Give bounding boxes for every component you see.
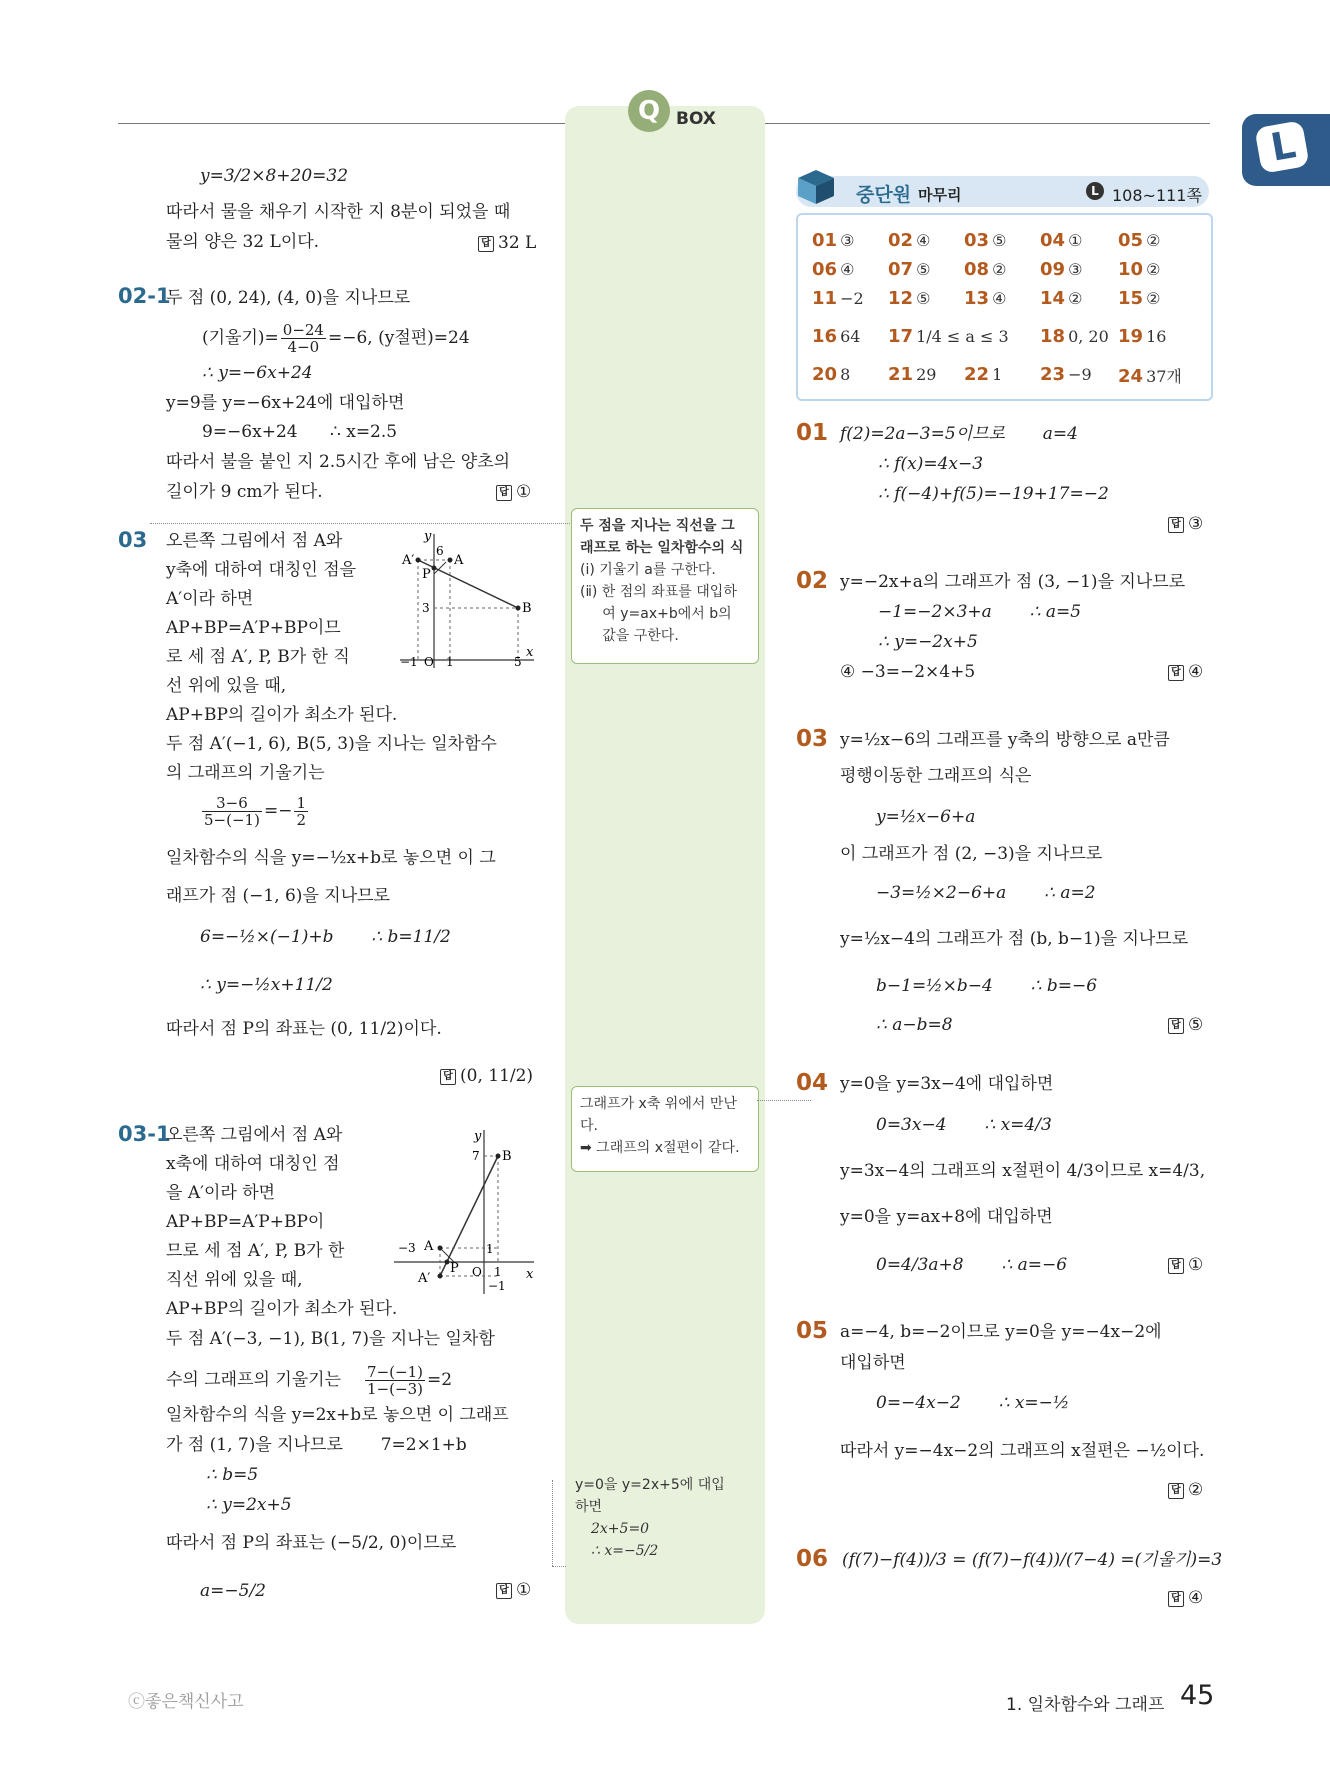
review-answer-value: ② xyxy=(1146,260,1161,279)
review-answer-number: 14 xyxy=(1040,288,1066,309)
answer-value: (0, 11/2) xyxy=(460,1066,534,1086)
point-p xyxy=(432,566,437,571)
answer-value: ② xyxy=(1188,1480,1204,1500)
denominator: 4−0 xyxy=(287,338,320,356)
text-line: ∴ y=−2x+5 xyxy=(878,632,978,652)
callout-text: ➡ 그래프의 x절편이 같다. xyxy=(580,1140,740,1156)
point-label: B xyxy=(522,601,532,616)
text-line: AP+BP의 길이가 최소가 된다. xyxy=(166,705,398,725)
answer-icon: 답 xyxy=(1168,1018,1184,1034)
origin-label: O xyxy=(472,1265,482,1279)
note-text: y=0을 y=2x+5에 대입 xyxy=(575,1477,725,1493)
review-answer-17 xyxy=(888,326,1009,347)
review-answer-number: 13 xyxy=(964,288,990,309)
review-answer-value: −2 xyxy=(840,289,864,308)
review-answer-value: ④ xyxy=(992,289,1007,308)
problem-number: 04 xyxy=(796,1070,829,1096)
text-line: 일차함수의 식을 y=−½x+b로 놓으면 이 그 xyxy=(166,848,496,868)
q-box-logo: Q xyxy=(628,90,670,132)
review-answer-value: ⑤ xyxy=(916,260,931,279)
answer-icon: 답 xyxy=(1168,1591,1184,1607)
text-segment: =− xyxy=(263,801,293,821)
text-line: y=½x−4의 그래프가 점 (b, b−1)을 지나므로 xyxy=(840,929,1189,949)
point-a xyxy=(438,1246,443,1251)
answer-icon: 답 xyxy=(1168,1483,1184,1499)
answer-icon: 답 xyxy=(1168,1258,1184,1274)
text-line: 선 위에 있을 때, xyxy=(166,676,287,696)
text-segment: =2 xyxy=(426,1370,453,1390)
q-box-column xyxy=(565,106,765,1624)
chapter-tab-letter: L xyxy=(1267,122,1299,170)
review-answer-09 xyxy=(1040,259,1082,280)
tick-label: −3 xyxy=(398,1241,416,1255)
problem-number: 05 xyxy=(796,1318,829,1344)
leader-line xyxy=(150,523,572,524)
review-answer-number: 11 xyxy=(812,288,838,309)
text-line: y=3x−4의 그래프의 x절편이 4/3이므로 x=4/3, xyxy=(840,1161,1206,1181)
text-line xyxy=(202,322,470,355)
review-answer-22 xyxy=(964,364,1002,385)
text-line: (f(7)−f(4))/3 = (f(7)−f(4))/(7−4) =(기울기)=3 xyxy=(842,1550,1223,1570)
review-answer-18 xyxy=(1040,326,1109,347)
text-line: 두 점 A′(−3, −1), B(1, 7)을 지나는 일차함 xyxy=(166,1329,495,1349)
point-a-prime xyxy=(416,558,421,563)
fraction xyxy=(365,1364,425,1397)
review-answer-value: ④ xyxy=(840,260,855,279)
answer-mark xyxy=(478,233,536,253)
review-answer-number: 05 xyxy=(1118,230,1144,251)
page-number: 45 xyxy=(1180,1680,1215,1711)
review-answer-number: 02 xyxy=(888,230,914,251)
leader-line xyxy=(757,1100,811,1101)
review-answer-03 xyxy=(964,230,1006,251)
text-line: 의 그래프의 기울기는 xyxy=(166,763,325,783)
tick-label: 7 xyxy=(472,1149,480,1163)
answer-mark xyxy=(440,1066,533,1086)
review-answer-number: 07 xyxy=(888,259,914,280)
answer-mark xyxy=(496,482,531,502)
graph-problem-03 xyxy=(398,528,538,670)
review-answer-02 xyxy=(888,230,930,251)
text-line: 0=−4x−2 ∴ x=−½ xyxy=(876,1393,1070,1413)
text-line: 두 점 A′(−1, 6), B(5, 3)을 지나는 일차함수 xyxy=(166,734,497,754)
note-text: ∴ x=−5/2 xyxy=(591,1543,659,1559)
text-line: a=−5/2 xyxy=(200,1581,266,1601)
text-line: y=½x−6+a xyxy=(876,807,976,827)
text-line: y=½x−6의 그래프를 y축의 방향으로 a만큼 xyxy=(840,730,1170,750)
fraction xyxy=(294,795,308,828)
text-line: 물의 양은 32 L이다. xyxy=(166,232,320,252)
text-line: 두 점 (0, 24), (4, 0)을 지나므로 xyxy=(166,288,411,308)
review-answer-number: 17 xyxy=(888,326,914,347)
answer-icon: 답 xyxy=(1168,665,1184,681)
review-answer-06 xyxy=(812,259,854,280)
review-answer-10 xyxy=(1118,259,1160,280)
answer-value: ④ xyxy=(1188,662,1204,682)
graph-problem-03-1 xyxy=(394,1126,538,1298)
review-answer-number: 01 xyxy=(812,230,838,251)
tick-label: 1 xyxy=(446,655,454,669)
text-line xyxy=(166,1364,452,1397)
answer-mark xyxy=(1168,662,1203,682)
text-line: x축에 대하여 대칭인 점 xyxy=(166,1154,340,1174)
review-answer-number: 21 xyxy=(888,364,914,385)
answer-icon: 답 xyxy=(440,1069,456,1085)
review-answer-value: 1 xyxy=(992,365,1003,384)
text-line: ∴ y=−6x+24 xyxy=(202,363,313,383)
text-line: y=0을 y=ax+8에 대입하면 xyxy=(840,1207,1053,1227)
review-answer-04 xyxy=(1040,230,1082,251)
text-line: f(2)=2a−3=5이므로 a=4 xyxy=(840,424,1078,444)
text-line: 가 점 (1, 7)을 지나므로 7=2×1+b xyxy=(166,1435,467,1455)
point-label: A xyxy=(454,553,464,568)
review-subtitle: 마무리 xyxy=(918,186,962,204)
review-answer-08 xyxy=(964,259,1006,280)
review-answer-value: ④ xyxy=(916,231,931,250)
text-line: 0=3x−4 ∴ x=4/3 xyxy=(876,1115,1052,1135)
review-answer-12 xyxy=(888,288,930,309)
callout-text: 두 점을 지나는 직선을 그 xyxy=(580,518,735,534)
review-answer-number: 19 xyxy=(1118,326,1144,347)
callout-text: 여 y=ax+b에서 b의 xyxy=(580,606,732,622)
review-answer-number: 08 xyxy=(964,259,990,280)
text-line: 따라서 점 P의 좌표는 (−5/2, 0)이므로 xyxy=(166,1533,457,1553)
problem-number: 02 xyxy=(796,568,829,594)
answer-value: ① xyxy=(516,482,532,502)
point-label: B xyxy=(502,1149,512,1164)
denominator: 1−(−3) xyxy=(367,1380,423,1398)
review-answer-05 xyxy=(1118,230,1160,251)
review-answer-number: 24 xyxy=(1118,366,1144,387)
tick-label: −1 xyxy=(400,655,418,669)
header-rule-left xyxy=(118,123,566,124)
review-answer-number: 10 xyxy=(1118,259,1144,280)
answer-value: 32 L xyxy=(498,233,537,253)
review-answer-value: ② xyxy=(1146,289,1161,308)
review-answer-16 xyxy=(812,326,860,347)
review-answer-14 xyxy=(1040,288,1082,309)
review-answer-value: ⑤ xyxy=(992,231,1007,250)
tick-label: 3 xyxy=(422,601,430,615)
text-line: 로 세 점 A′, P, B가 한 직 xyxy=(166,647,350,667)
header-rule-right xyxy=(764,123,1210,124)
review-answer-20 xyxy=(812,364,850,385)
text-line: ∴ a−b=8 xyxy=(876,1015,953,1035)
numerator: 0−24 xyxy=(282,321,324,339)
review-answer-value: −9 xyxy=(1068,365,1092,384)
review-answer-number: 06 xyxy=(812,259,838,280)
text-line: 래프가 점 (−1, 6)을 지나므로 xyxy=(166,886,390,906)
note-text: 하면 xyxy=(575,1499,603,1515)
tick-label: 5 xyxy=(514,655,522,669)
problem-number: 06 xyxy=(796,1546,829,1572)
chapter-title: 1. 일차함수와 그래프 xyxy=(1006,1695,1165,1715)
text-line: ∴ y=−½x+11/2 xyxy=(200,975,333,995)
callout-text: 그래프가 x축 위에서 만난 xyxy=(580,1096,737,1112)
point-p xyxy=(445,1260,450,1265)
callout-text: (ⅱ) 한 점의 좌표를 대입하 xyxy=(580,584,737,600)
page-ref: 108~111쪽 xyxy=(1112,186,1202,205)
point-label: A′ xyxy=(418,1271,431,1286)
point-label: P xyxy=(422,567,431,582)
review-answer-value: 1/4 ≤ a ≤ 3 xyxy=(916,327,1009,346)
review-answer-number: 18 xyxy=(1040,326,1066,347)
fraction xyxy=(202,795,262,828)
review-answer-value: 0, 20 xyxy=(1068,327,1109,346)
text-line: y=0을 y=3x−4에 대입하면 xyxy=(840,1074,1054,1094)
note-text: 2x+5=0 xyxy=(591,1521,650,1537)
text-line: b−1=½×b−4 ∴ b=−6 xyxy=(876,976,1098,996)
answer-icon: 답 xyxy=(478,236,494,252)
origin-label: O xyxy=(424,655,434,669)
review-answer-number: 09 xyxy=(1040,259,1066,280)
text-line: 오른쪽 그림에서 점 A와 xyxy=(166,1125,343,1145)
text-line: 이 그래프가 점 (2, −3)을 지나므로 xyxy=(840,844,1103,864)
answer-value: ① xyxy=(516,1580,532,1600)
callout-text: 래프로 하는 일차함수의 식 xyxy=(580,540,744,556)
review-answer-number: 03 xyxy=(964,230,990,251)
text-line: ∴ f(−4)+f(5)=−19+17=−2 xyxy=(878,484,1109,504)
review-answer-24 xyxy=(1118,364,1182,387)
review-answer-value: ② xyxy=(1146,231,1161,250)
text-line: y=3/2×8+20=32 xyxy=(200,166,349,186)
numerator: 1 xyxy=(296,794,306,812)
text-line: 따라서 물을 채우기 시작한 지 8분이 되었을 때 xyxy=(166,202,511,222)
answer-mark xyxy=(1168,1255,1203,1275)
callout-text: (ⅰ) 기울기 a를 구한다. xyxy=(580,562,716,578)
numerator: 3−6 xyxy=(202,795,262,812)
callout-text: 다. xyxy=(580,1118,598,1134)
tick-label: 6 xyxy=(436,544,444,558)
review-answer-value: ① xyxy=(1068,231,1083,250)
tick-label: −1 xyxy=(488,1279,506,1293)
text-segment: =−6, (y절편)=24 xyxy=(327,328,470,348)
text-line: 을 A′이라 하면 xyxy=(166,1183,276,1203)
review-answer-number: 16 xyxy=(812,326,838,347)
problem-number: 01 xyxy=(796,420,829,446)
answer-mark xyxy=(496,1580,531,1600)
review-answer-11 xyxy=(812,288,864,309)
text-line xyxy=(200,795,310,828)
review-answer-value: 16 xyxy=(1146,327,1167,346)
review-answer-13 xyxy=(964,288,1006,309)
page-ref-icon: L xyxy=(1086,182,1104,200)
review-answer-number: 12 xyxy=(888,288,914,309)
text-segment: (기울기)= xyxy=(202,328,279,348)
text-line: ∴ f(x)=4x−3 xyxy=(878,454,984,474)
tick-label: 1 xyxy=(486,1242,494,1256)
denominator: 2 xyxy=(296,811,306,829)
segment-a2-b xyxy=(440,1156,498,1276)
review-answer-15 xyxy=(1118,288,1160,309)
point-label: A′ xyxy=(402,553,415,568)
text-line: y축에 대하여 대칭인 점을 xyxy=(166,560,357,580)
text-line: 0=4/3a+8 ∴ a=−6 xyxy=(876,1255,1068,1275)
axis-label-x: x xyxy=(526,645,534,660)
text-line: y=9를 y=−6x+24에 대입하면 xyxy=(166,393,405,413)
review-title: 중단원 xyxy=(856,184,912,206)
review-answer-23 xyxy=(1040,364,1092,385)
callout-text: 값을 구한다. xyxy=(580,628,679,644)
review-answer-07 xyxy=(888,259,930,280)
review-answer-value: 29 xyxy=(916,365,937,384)
text-segment: 수의 그래프의 기울기는 xyxy=(166,1370,342,1390)
answer-mark xyxy=(1168,1015,1203,1035)
review-answer-value: ② xyxy=(1068,289,1083,308)
text-line: ∴ b=5 xyxy=(206,1465,259,1485)
review-answer-number: 22 xyxy=(964,364,990,385)
review-answer-number: 15 xyxy=(1118,288,1144,309)
problem-number: 03 xyxy=(796,726,829,752)
answer-value: ⑤ xyxy=(1188,1015,1204,1035)
review-answer-value: ② xyxy=(992,260,1007,279)
review-answer-21 xyxy=(888,364,936,385)
point-label: P xyxy=(450,1261,459,1276)
callout-line-equation xyxy=(571,508,759,664)
q-box-label: BOX xyxy=(676,109,716,129)
leader-line xyxy=(552,1480,553,1566)
text-line: AP+BP의 길이가 최소가 된다. xyxy=(166,1299,398,1319)
axis-label-y: y xyxy=(474,1129,482,1144)
text-line: 따라서 점 P의 좌표는 (0, 11/2)이다. xyxy=(166,1019,442,1039)
text-line: a=−4, b=−2이므로 y=0을 y=−4x−2에 xyxy=(840,1322,1162,1342)
review-answer-number: 23 xyxy=(1040,364,1066,385)
text-line: 9=−6x+24 ∴ x=2.5 xyxy=(202,422,398,442)
answer-value: ④ xyxy=(1188,1588,1204,1608)
text-line: −3=½×2−6+a ∴ a=2 xyxy=(876,883,1096,903)
text-line: 오른쪽 그림에서 점 A와 xyxy=(166,531,343,551)
fraction xyxy=(281,322,326,355)
problem-number: 03 xyxy=(118,528,148,552)
answer-icon: 답 xyxy=(496,485,512,501)
review-answer-01 xyxy=(812,230,854,251)
review-answer-19 xyxy=(1118,326,1166,347)
answer-mark xyxy=(1168,1588,1203,1608)
review-answer-number: 20 xyxy=(812,364,838,385)
callout-x-intercept xyxy=(571,1086,759,1172)
axis-label-y: y xyxy=(424,529,432,544)
problem-number: 02-1 xyxy=(118,284,171,308)
point-b xyxy=(496,1154,501,1159)
review-answer-number: 04 xyxy=(1040,230,1066,251)
denominator: 5−(−1) xyxy=(204,811,260,829)
text-line: 길이가 9 cm가 된다. xyxy=(166,482,323,502)
text-line: 일차함수의 식을 y=2x+b로 놓으면 이 그래프 xyxy=(166,1405,509,1425)
review-answer-value: 64 xyxy=(840,327,861,346)
review-answer-value: 37개 xyxy=(1146,367,1182,386)
review-answer-value: ③ xyxy=(1068,260,1083,279)
text-line: 대입하면 xyxy=(840,1353,906,1373)
text-line: 6=−½×(−1)+b ∴ b=11/2 xyxy=(200,927,451,947)
point-a-prime xyxy=(438,1274,443,1279)
text-line: 평행이동한 그래프의 식은 xyxy=(840,766,1032,786)
review-answer-value: ⑤ xyxy=(916,289,931,308)
text-line: ∴ y=2x+5 xyxy=(206,1495,292,1515)
answer-mark xyxy=(1168,514,1203,534)
text-line: 직선 위에 있을 때, xyxy=(166,1270,303,1290)
leader-line xyxy=(552,1566,566,1567)
text-line: AP+BP=A′P+BP이 xyxy=(166,1212,325,1232)
point-label: A xyxy=(424,1239,434,1254)
review-answer-value: 8 xyxy=(840,365,851,384)
answer-mark xyxy=(1168,1480,1203,1500)
tick-label: 1 xyxy=(494,1265,502,1279)
problem-number: 03-1 xyxy=(118,1122,171,1146)
text-line: AP+BP=A′P+BP이므 xyxy=(166,618,341,638)
text-line: A′이라 하면 xyxy=(166,589,254,609)
text-line: −1=−2×3+a ∴ a=5 xyxy=(878,602,1082,622)
copyright: ⓒ좋은책신사고 xyxy=(128,1692,244,1712)
numerator: 7−(−1) xyxy=(367,1363,423,1381)
axis-label-x: x xyxy=(526,1267,534,1282)
answer-value: ① xyxy=(1188,1255,1204,1275)
review-answer-value: ③ xyxy=(840,231,855,250)
answer-icon: 답 xyxy=(496,1583,512,1599)
text-line: 따라서 y=−4x−2의 그래프의 x절편은 −½이다. xyxy=(840,1441,1205,1461)
text-line: 므로 세 점 A′, P, B가 한 xyxy=(166,1241,345,1261)
point-b xyxy=(516,606,521,611)
text-line: 따라서 불을 붙인 지 2.5시간 후에 남은 양초의 xyxy=(166,452,511,472)
margin-note xyxy=(575,1474,755,1562)
point-a xyxy=(448,558,453,563)
answer-value: ③ xyxy=(1188,514,1204,534)
text-line: ④ −3=−2×4+5 xyxy=(840,662,976,682)
cube-icon xyxy=(794,166,838,206)
text-line: y=−2x+a의 그래프가 점 (3, −1)을 지나므로 xyxy=(840,572,1186,592)
answer-icon: 답 xyxy=(1168,517,1184,533)
